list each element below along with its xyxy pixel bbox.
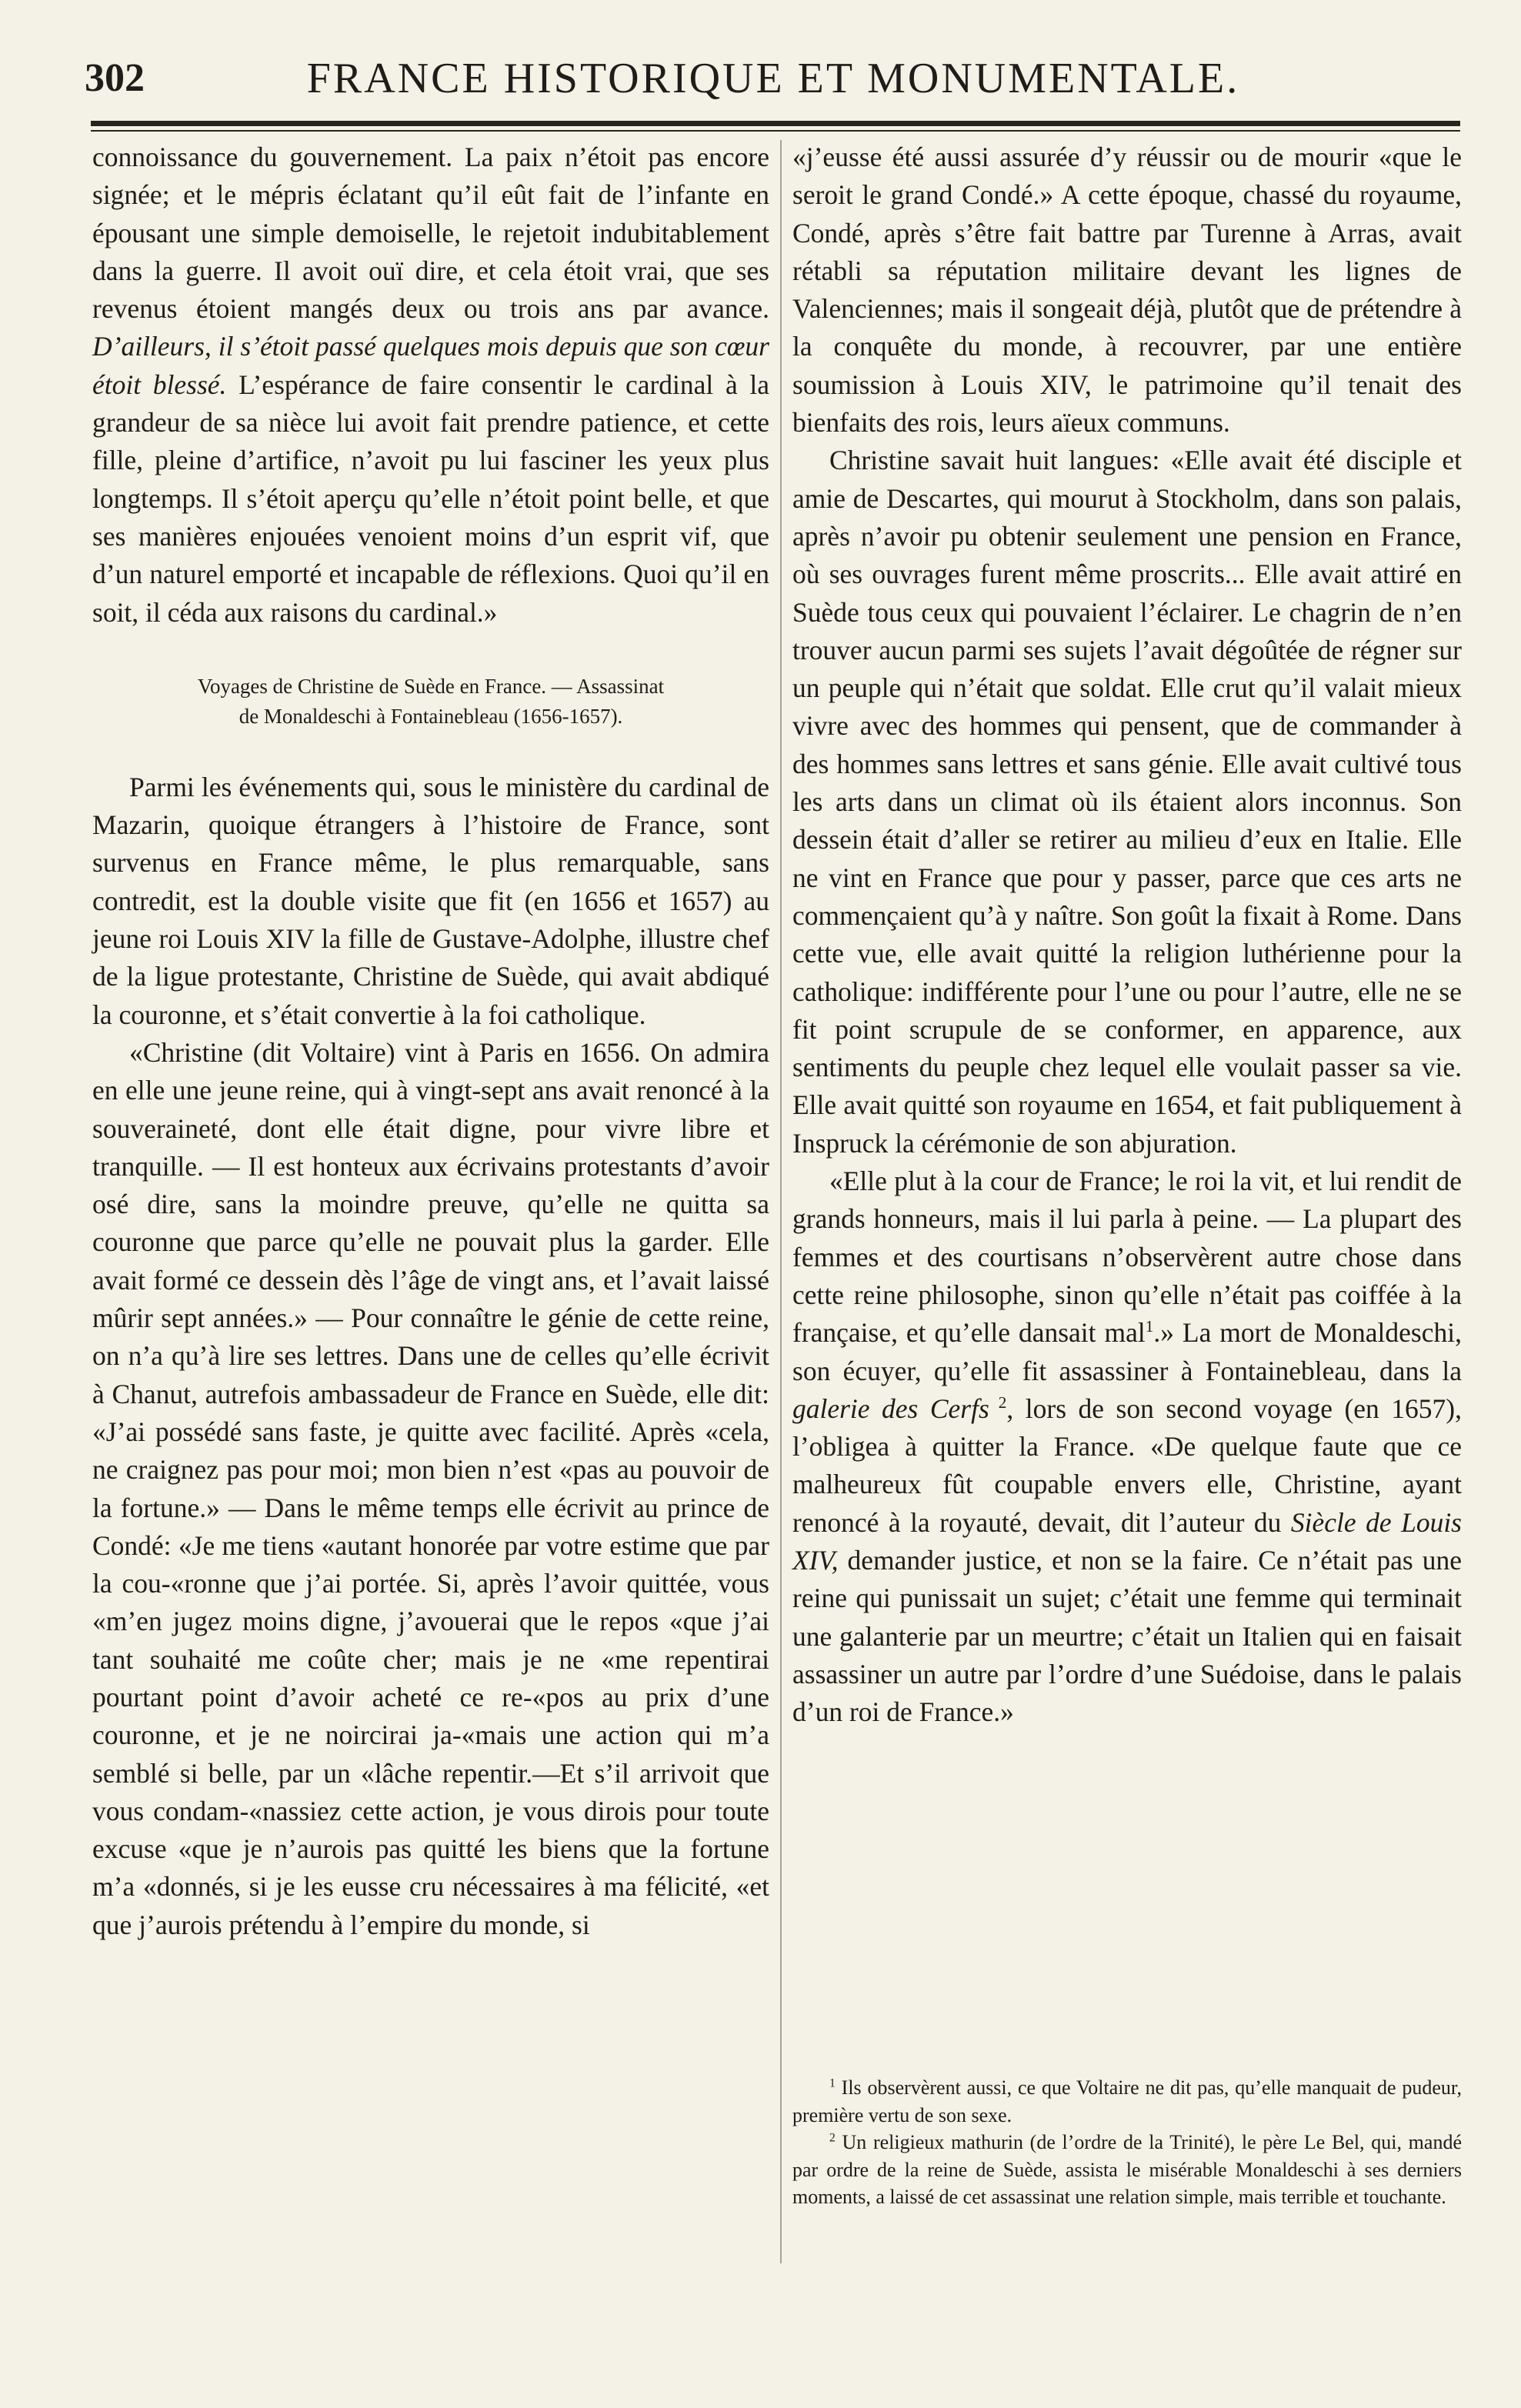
footnote-ref-2: 2: [989, 1392, 1007, 1412]
right-p3-text-c: , lors de son second voyage (en 1657), l’obligea à quitter la France. «De quelque faute que ce malheureux fût coupable envers elle, Christine, ayant renoncé à la royauté, devait, dit l’auteur du: [792, 1392, 1462, 1538]
header-rule-thin: [91, 130, 1460, 132]
left-paragraph-3: «Christine (dit Voltaire) vint à Paris en 1656. On admira en elle une jeune reine, qui à vingt-sept ans avait renoncé à la souveraineté, dont elle était digne, pour vivre libre et tranquille. — Il est honteux aux écrivains protestants d’avoir osé dire, sans la moindre preuve, qu’elle ne quitta sa couronne que parce qu’elle ne pouvait plus la garder. Elle avait formé ce dessein dès l’âge de vingt ans, et l’avait laissé mûrir sept années.» — Pour connaître le génie de cette reine, on n’a qu’à lire ses lettres. Dans une de celles qu’elle écrivit à Chanut, autrefois ambassadeur de France en Suède, elle dit: «J’ai possédé sans faste, je quitte avec facilité. Après «cela, ne craignez pas pour moi; mon bien n’est «pas au pouvoir de la fortune.» — Dans le même temps elle écrivit au prince de Condé: «Je me tiens «autant honorée par votre estime que par la cou-«ronne que j’ai portée. Si, après l’avoir quittée, vous «m’en jugez moins digne, j’avouerai que le repos «que j’ai tant souhaité me coûte cher; mais je ne «me repentirai pourtant point d’avoir acheté ce re-«pos au prix d’une couronne, et je ne noircirai ja-«mais une action qui m’a semblé si belle, par un «lâche repentir.—Et s’il arrivoit que vous condam-«nassiez cette action, je vous dirois pour toute excuse «que je n’aurois pas quitté les biens que la fortune m’a «donnés, si je les eusse cru nécessaires à ma félicité, «et que j’aurois prétendu à l’empire du monde, si: [92, 1036, 769, 1940]
left-p1-text-a: connoissance du gouvernement. La paix n’étoit pas encore signée; et le mépris éclatant qu’il eût fait de l’infante en épousant une simple demoiselle, le rejetoit indubitablement dans la guerre. Il avoit ouï dire, et cela étoit vrai, que ses revenus étoient mangés deux ou trois ans par avance.: [92, 142, 769, 325]
header-rule-thick: [91, 121, 1460, 126]
left-paragraph-2: Parmi les événements qui, sous le ministère du cardinal de Mazarin, quoique étrangers à l’histoire de France, sont survenus en France même, le plus remarquable, sans contredit, est la double visite que fit (en 1656 et 1657) au jeune roi Louis XIV la fille de Gustave-Adolphe, illustre chef de la ligue protestante, Christine de Suède, qui avait abdiqué la couronne, et s’était convertie à la foi catholique.: [92, 771, 769, 1030]
footnote-1-marker: 1: [829, 2076, 836, 2090]
right-paragraph-2: Christine savait huit langues: «Elle avait été disciple et amie de Descartes, qui mourut à Stockholm, dans son palais, après n’avoir pu obtenir seulement une pension en France, où ses ouvrages furent même proscrits... Elle avait attiré en Suède tous ceux qui pouvaient l’éclairer. Le chagrin de n’en trouver aucun parmi ses sujets l’avait dégoûtée de régner sur un peuple qui n’était que soldat. Elle crut qu’il valait mieux vivre avec des hommes qui pensent, que de commander à des hommes sans lettres et sans génie. Elle avait cultivé tous les arts dans un climat où ils étaient alors inconnus. Son dessein était d’aller se retirer au milieu d’eux en Italie. Elle ne vint en France que pour y passer, parce que ces arts ne commençaient qu’à y naître. Son goût la fixait à Rome. Dans cette vue, elle avait quitté la religion luthérienne pour la catholique: indifférente pour l’une ou pour l’autre, elle ne se fit point scrupule de se conformer, en apparence, aux sentiments du peuple chez lequel elle voulait passer sa vie. Elle avait quitté son royaume en 1654, et fait publiquement à Inspruck la cérémonie de son abjuration.: [792, 445, 1462, 1159]
footnote-ref-1: 1: [1145, 1317, 1154, 1336]
section-heading-line-2: de Monaldeschi à Fontainebleau (1656-1657).: [238, 704, 623, 728]
footnote-2-marker: 2: [829, 2131, 836, 2145]
footnotes: [792, 2074, 1462, 2211]
right-column: [792, 138, 1462, 1731]
column-divider: [780, 140, 782, 2263]
left-p1-italic: D’ailleurs, il s’étoit passé quelques mois depuis que son cœur étoit blessé.: [92, 331, 769, 400]
section-heading-line-1: Voyages de Christine de Suède en France. — Assassinat: [197, 674, 665, 698]
footnote-2: [792, 2129, 1462, 2211]
right-paragraph-3: [792, 1162, 1462, 1731]
left-column: [92, 138, 769, 1944]
right-p3-text-a: «Elle plut à la cour de France; le roi la vit, et lui rendit de grands honneurs, mais il lui parla à peine. — La plupart des femmes et des courtisans n’observèrent autre chose dans cette reine philosophe, sinon qu’elle n’était pas coiffée à la française, et qu’elle dansait mal: [792, 1166, 1462, 1349]
page-number: 302: [85, 56, 145, 100]
page-header: [85, 48, 1462, 109]
right-p3-text-d: demander justice, et non se la faire. Ce n’était pas une reine qui punissait un sujet; c’était une femme qui terminait une galanterie par un meurtre; c’était un Italien qui en faisait assassiner un autre par l’ordre d’une Suédoise, dans le palais d’un roi de France.»: [792, 1544, 1462, 1728]
right-p3-italic-galerie: galerie des Cerfs: [792, 1392, 989, 1424]
left-p1-text-b: L’espérance de faire consentir le cardinal à la grandeur de sa nièce lui avoit fait prendre patience, et cette fille, pleine d’artifice, n’avoit pu lui fasciner les yeux plus longtemps. Il s’étoit aperçu qu’elle n’étoit point belle, et que ses manières enjouées venoient moins d’un esprit vif, que d’un naturel emporté et incapable de réflexions. Quoi qu’il en soit, il céda aux raisons du cardinal.»: [92, 369, 770, 628]
right-p3-italic-siecle: Siècle de Louis XIV,: [792, 1506, 1462, 1576]
right-p3-text-b: .» La mort de Monaldeschi, son écuyer, qu’elle fit assassiner à Fontainebleau, dans la: [792, 1317, 1462, 1386]
footnote-2-text: Un religieux mathurin (de l’ordre de la Trinité), le père Le Bel, qui, mandé par ordre de la reine de Suède, assista le misérable Monaldeschi à ses derniers moments, a laissé de cet assassinat une relation simple, mais terrible et touchante.: [792, 2131, 1462, 2208]
left-paragraph-1: [92, 138, 769, 632]
footnote-1-text: Ils observèrent aussi, ce que Voltaire ne dit pas, qu’elle manquait de pudeur, première vertu de son sexe.: [792, 2076, 1462, 2126]
right-paragraph-1: «j’eusse été aussi assurée d’y réussir ou de mourir «que le seroit le grand Condé.» A cette époque, chassé du royaume, Condé, après s’être fait battre par Turenne à Arras, avait rétabli sa réputation militaire devant les lignes de Valenciennes; mais il songeait déjà, plutôt que de prétendre à la conquête du monde, à recouvrer, par une entière soumission à Louis XIV, le patrimoine qu’il tenait des bienfaits des rois, leurs aïeux communs.: [792, 142, 1462, 439]
running-title: FRANCE HISTORIQUE ET MONUMENTALE.: [306, 55, 1240, 102]
footnote-1: [792, 2074, 1462, 2129]
section-heading: [92, 672, 769, 732]
